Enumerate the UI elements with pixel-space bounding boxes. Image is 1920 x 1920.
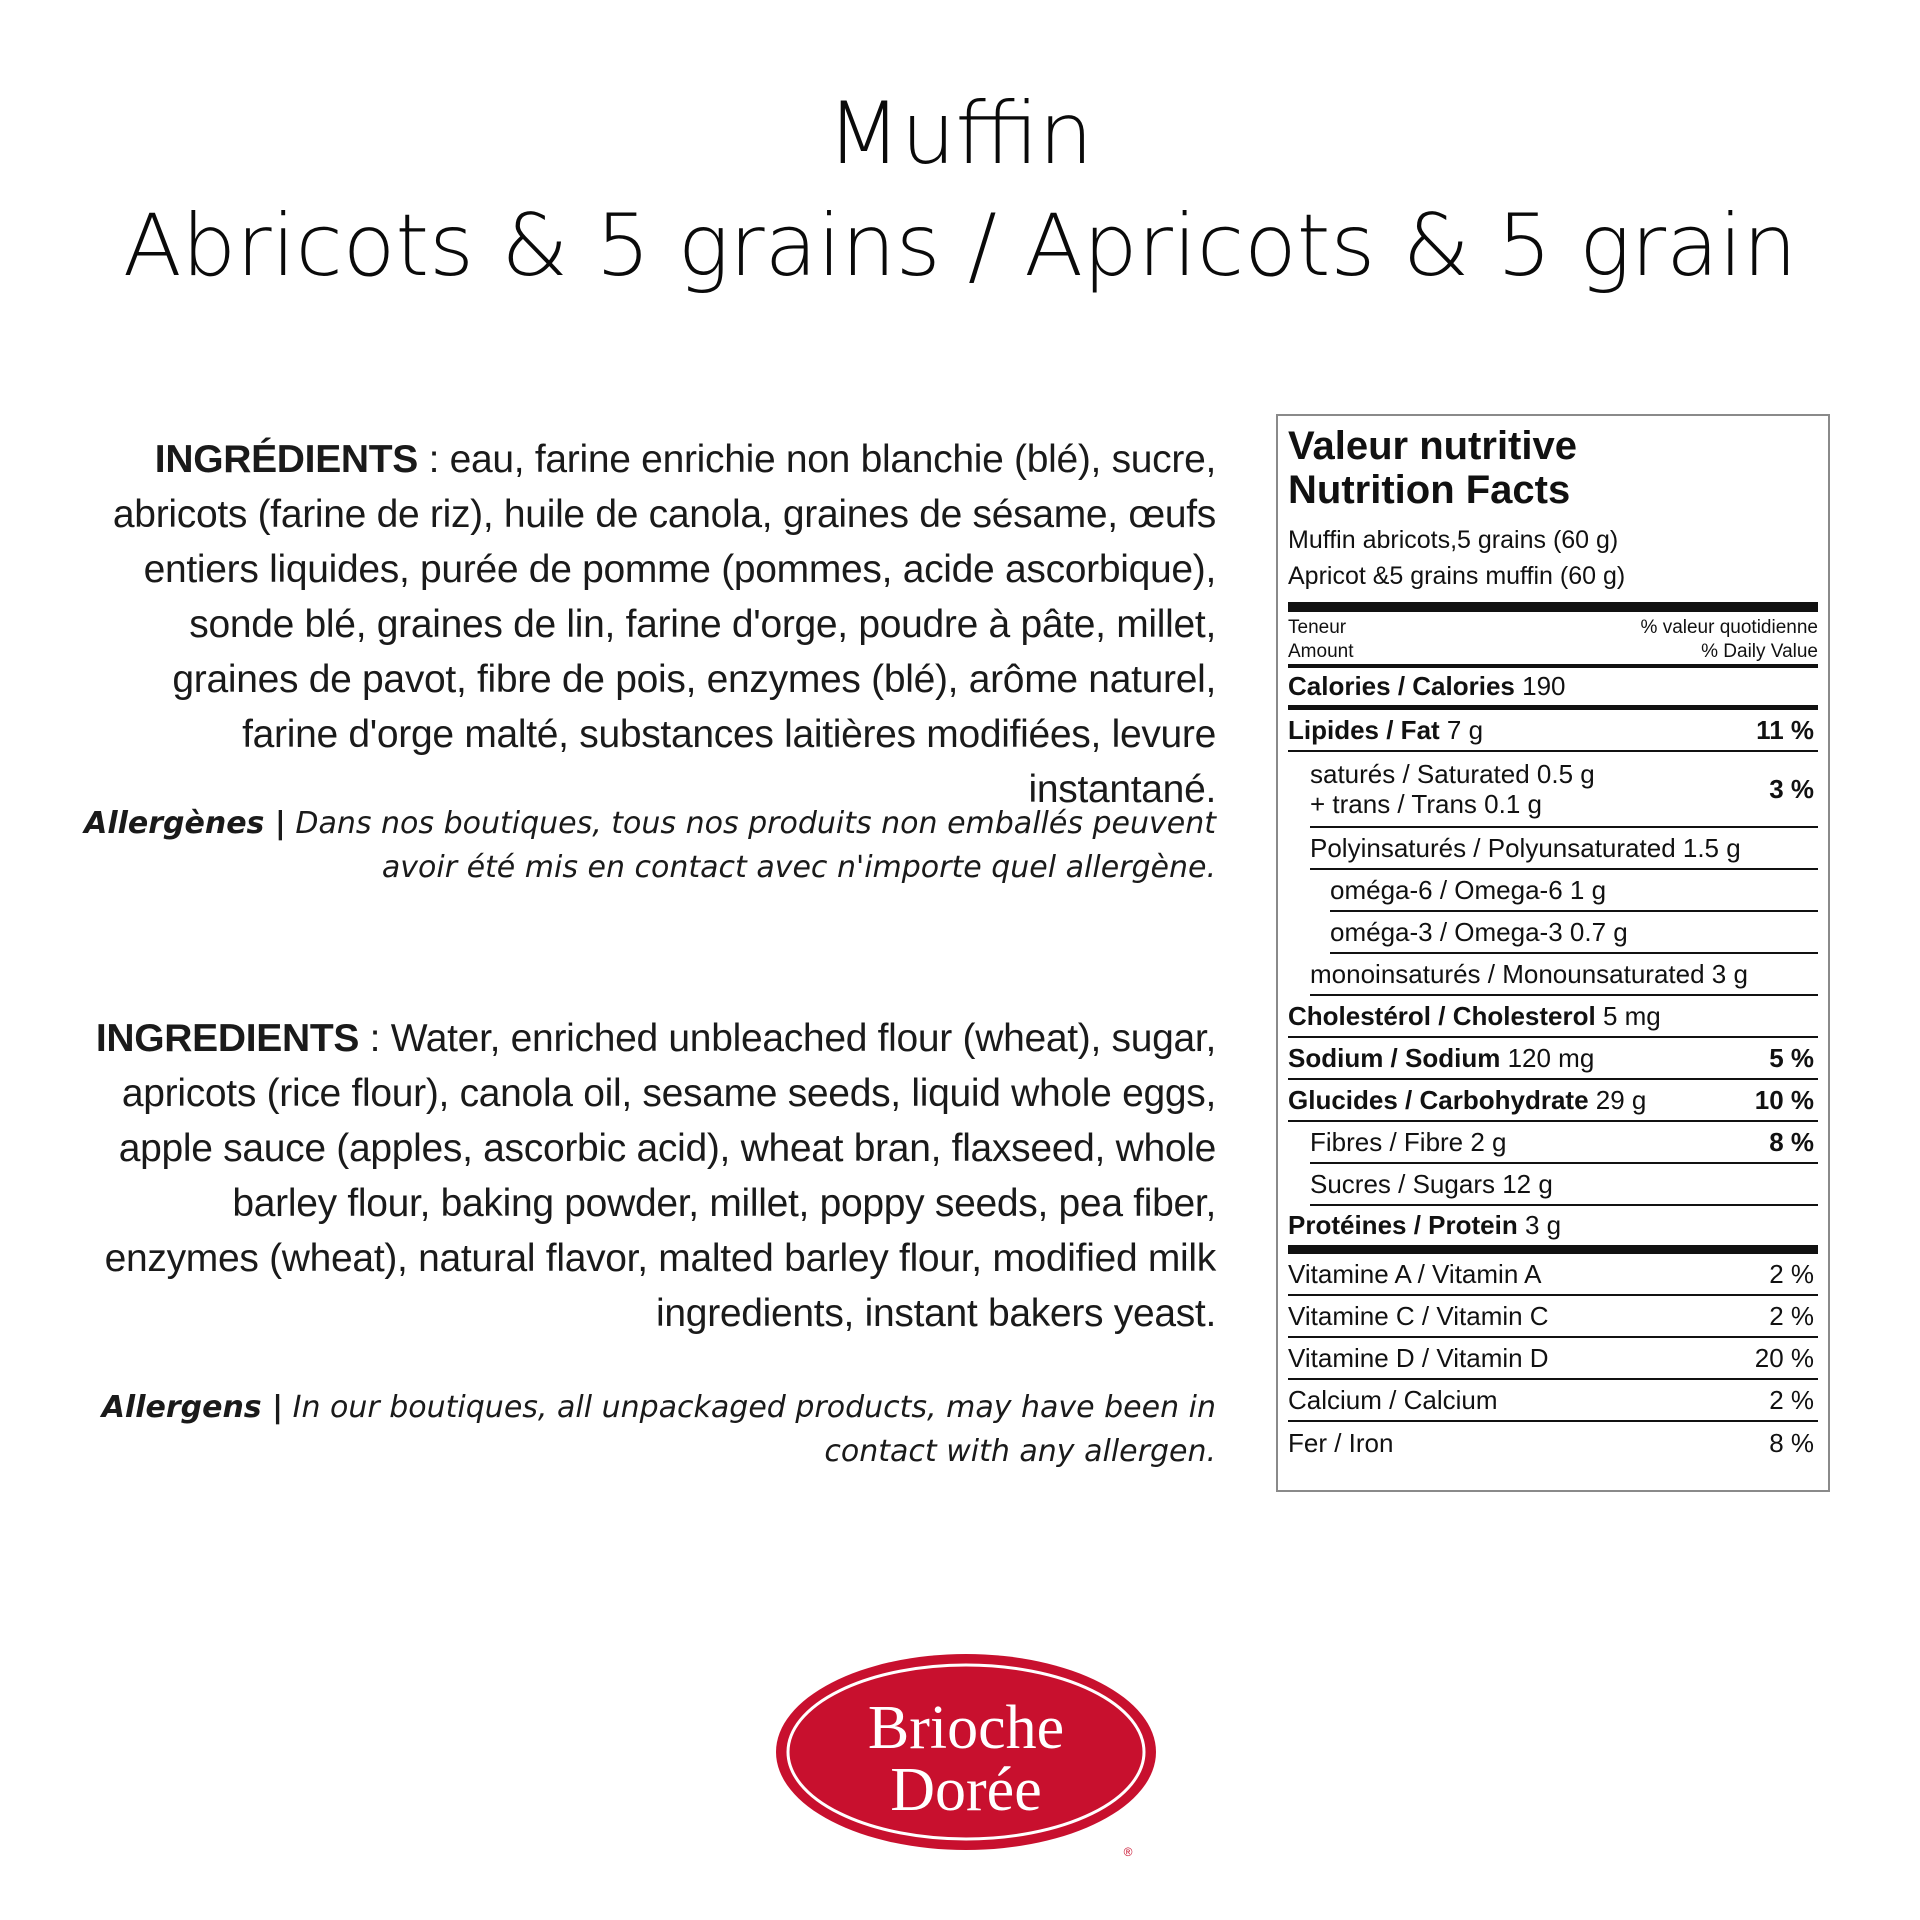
trans-label: + trans / Trans 0.1 g xyxy=(1310,789,1542,819)
sodium-row xyxy=(1288,1038,1818,1080)
ingredients-fr-separator: : xyxy=(418,438,450,481)
daily-value-fr: % valeur quotidienne xyxy=(1640,617,1818,638)
omega3-row xyxy=(1330,912,1818,954)
ingredients-fr-text: eau, farine enrichie non blanchie (blé), sucre, abricots (farine de riz), huile de canola, graines de sésame, œufs entiers liquides, purée de pomme (pommes, acide ascorbique), sonde blé, graines de lin, farine d'orge, poudre à pâte, millet, graines de pavot, fibre de pois, enzymes (blé), arôme naturel, farine d'orge malté, substances laitières modifiées, levure instantané. xyxy=(112,438,1216,811)
serving-en: Apricot &5 grains muffin (60 g) xyxy=(1288,562,1626,590)
carbohydrate-row xyxy=(1288,1080,1818,1122)
amount-fr: Teneur xyxy=(1288,617,1347,638)
vitamin-a-dv: 2 % xyxy=(1769,1258,1814,1289)
vitamin-d-label: Vitamine D / Vitamin D xyxy=(1288,1342,1549,1373)
title-line-2: Abricots & 5 grains / Apricots & 5 grain xyxy=(122,196,1798,296)
saturated-trans-row xyxy=(1310,752,1818,828)
vitamin-c-dv: 2 % xyxy=(1769,1300,1814,1331)
amount-header xyxy=(1288,612,1818,664)
fibre-row xyxy=(1310,1122,1818,1164)
nutrition-facts-panel xyxy=(1276,414,1830,1492)
serving-fr: Muffin abricots,5 grains (60 g) xyxy=(1288,526,1619,554)
iron-label: Fer / Iron xyxy=(1288,1427,1394,1458)
fat-value: 7 g xyxy=(1439,714,1484,745)
sodium-value: 120 mg xyxy=(1500,1042,1595,1073)
vitamin-d-dv: 20 % xyxy=(1754,1342,1814,1373)
vitamin-d-row xyxy=(1288,1338,1818,1380)
logo-line-2: Dorée xyxy=(890,1756,1042,1824)
calcium-label: Calcium / Calcium xyxy=(1288,1384,1498,1415)
protein-row xyxy=(1288,1206,1818,1254)
sodium-dv: 5 % xyxy=(1769,1042,1814,1073)
carbohydrate-dv: 10 % xyxy=(1754,1084,1814,1115)
fat-row xyxy=(1288,710,1818,752)
allergens-en-text: In our boutiques, all unpackaged products, may have been in contact with any allergen. xyxy=(283,1390,1216,1469)
ingredients-fr-heading: INGRÉDIENTS xyxy=(154,438,419,481)
sugars-label: Sucres / Sugars 12 g xyxy=(1310,1168,1553,1199)
nutrition-title xyxy=(1288,424,1818,512)
cholesterol-value: 5 mg xyxy=(1595,1000,1661,1031)
protein-value: 3 g xyxy=(1517,1210,1562,1240)
allergens-en-heading: Allergens | xyxy=(101,1390,284,1425)
calories-value: 190 xyxy=(1514,671,1566,701)
iron-dv: 8 % xyxy=(1769,1427,1814,1458)
sodium-label: Sodium / Sodium xyxy=(1288,1042,1501,1073)
daily-value-en: % Daily Value xyxy=(1701,641,1818,662)
monounsaturated-label: monoinsaturés / Monounsaturated 3 g xyxy=(1310,958,1748,989)
serving-size xyxy=(1288,522,1818,594)
logo-registered-mark: ® xyxy=(1123,1845,1133,1859)
carbohydrate-value: 29 g xyxy=(1588,1084,1647,1115)
cholesterol-label: Cholestérol / Cholesterol xyxy=(1288,1000,1596,1031)
allergens-fr-heading: Allergènes | xyxy=(84,806,286,841)
protein-label: Protéines / Protein xyxy=(1288,1210,1518,1240)
ingredients-en xyxy=(80,1011,1216,1341)
calories-row xyxy=(1288,668,1818,710)
iron-row xyxy=(1288,1422,1818,1464)
ingredients-en-text: Water, enriched unbleached flour (wheat), sugar, apricots (rice flour), canola oil, sesame seeds, liquid whole eggs, apple sauce (apples, ascorbic acid), wheat bran, flaxseed, whole barley flour, baking powder, millet, poppy seeds, pea fiber, enzymes (wheat), natural flavor, malted barley flour, modified milk ingredients, instant bakers yeast. xyxy=(104,1017,1216,1335)
omega6-label: oméga-6 / Omega-6 1 g xyxy=(1330,874,1607,905)
vitamin-a-label: Vitamine A / Vitamin A xyxy=(1288,1258,1542,1289)
allergens-fr xyxy=(80,802,1216,890)
title-line-1: Muffin xyxy=(826,84,1094,184)
amount-en: Amount xyxy=(1288,641,1354,662)
fat-dv: 11 % xyxy=(1756,714,1814,745)
fibre-dv: 8 % xyxy=(1769,1126,1814,1157)
saturated-label: saturés / Saturated 0.5 g xyxy=(1310,759,1595,789)
divider-thick xyxy=(1288,602,1818,612)
vitamin-c-label: Vitamine C / Vitamin C xyxy=(1288,1300,1549,1331)
vitamin-a-row xyxy=(1288,1254,1818,1296)
vitamin-c-row xyxy=(1288,1296,1818,1338)
fat-label: Lipides / Fat xyxy=(1288,714,1440,745)
polyunsaturated-row xyxy=(1310,828,1818,870)
carbohydrate-label: Glucides / Carbohydrate xyxy=(1288,1084,1589,1115)
brioche-doree-logo xyxy=(770,1648,1162,1864)
sugars-row xyxy=(1310,1164,1818,1206)
monounsaturated-row xyxy=(1310,954,1818,996)
nutrition-title-en: Nutrition Facts xyxy=(1288,468,1571,512)
omega3-label: oméga-3 / Omega-3 0.7 g xyxy=(1330,916,1628,947)
page-title xyxy=(0,78,1920,302)
calcium-row xyxy=(1288,1380,1818,1422)
polyunsaturated-label: Polyinsaturés / Polyunsaturated 1.5 g xyxy=(1310,832,1741,863)
vitamins-list xyxy=(1288,1254,1818,1464)
calcium-dv: 2 % xyxy=(1769,1384,1814,1415)
calories-label: Calories / Calories xyxy=(1288,671,1515,701)
ingredients-fr xyxy=(80,432,1216,817)
fibre-label: Fibres / Fibre 2 g xyxy=(1310,1126,1507,1157)
logo-line-1: Brioche xyxy=(867,1694,1065,1762)
allergens-en xyxy=(80,1386,1216,1474)
omega6-row xyxy=(1330,870,1818,912)
allergens-fr-text: Dans nos boutiques, tous nos produits non emballés peuvent avoir été mis en contact avec n'importe quel allergène. xyxy=(285,806,1216,885)
saturated-trans-dv: 3 % xyxy=(1769,773,1814,804)
nutrition-title-fr: Valeur nutritive xyxy=(1288,424,1577,468)
ingredients-en-heading: INGREDIENTS xyxy=(95,1017,360,1060)
cholesterol-row xyxy=(1288,996,1818,1038)
ingredients-en-separator: : xyxy=(359,1017,391,1060)
